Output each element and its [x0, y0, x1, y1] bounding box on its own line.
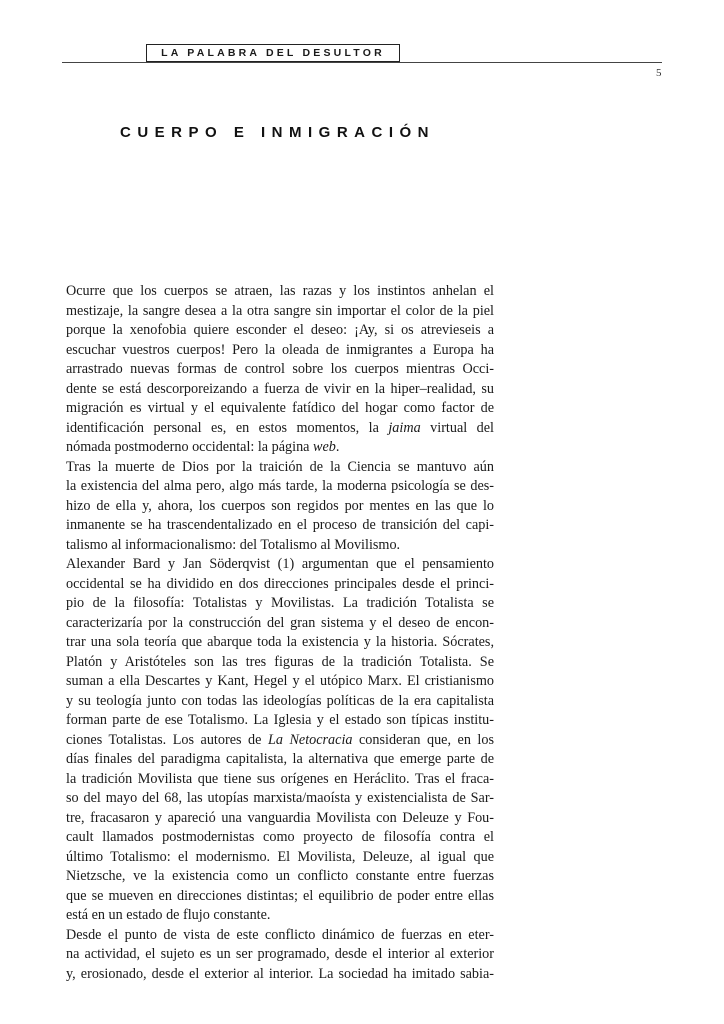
- text-line: migración es virtual y el equivalente fatídico del hogar como factor de: [66, 400, 494, 416]
- text-line: la tradición Movilista que tiene sus orígenes en Heráclito. Tras el fraca-: [66, 770, 494, 787]
- text-line: arrastrado nuevas formas de control sobre los cuerpos mientras Occi-: [66, 361, 494, 377]
- text-line: días finales del paradigma capitalista, la alternativa que emerge parte de: [66, 751, 494, 767]
- text-line: y su teología junto con todas las ideologías políticas de la era capitalista: [66, 692, 494, 709]
- header-rule: [62, 62, 662, 63]
- text-line: talismo al informacionalismo: del Totalismo al Movilismo.: [66, 536, 401, 553]
- text-line: Nietzsche, ve la existencia como un conflicto constante entre fuerzas: [66, 868, 494, 884]
- page-number: 5: [656, 67, 662, 79]
- body-text: [66, 282, 494, 984]
- text-line: y, erosionado, desde el exterior al interior. La sociedad ha imitado sabia-: [66, 965, 494, 982]
- text-line: inmanente se ha trascendentalizado en el proceso de transición del capi-: [66, 517, 494, 533]
- running-title: LA PALABRA DEL DESULTOR: [161, 47, 385, 59]
- text-line: último Totalismo: el modernismo. El Movilista, Deleuze, al igual que: [66, 848, 494, 865]
- paragraph: [66, 555, 494, 926]
- text-line: forman parte de ese Totalismo. La Iglesia y el estado son típicas institu-: [66, 712, 494, 728]
- text-line: que se mueven en direcciones distintas; el equilibrio de poder entre ellas: [66, 887, 494, 904]
- text-line: escuchar vuestros cuerpos! Pero la oleada de inmigrantes a Europa ha: [66, 341, 494, 358]
- text-line: mestizaje, la sangre desea a la otra sangre sin importar el color de la piel: [66, 302, 494, 319]
- text-line: hizo de ella y, ahora, los cuerpos son regidos por mentes en las que lo: [66, 497, 494, 514]
- text-line: cault llamados postmodernistas como proyecto de filosofía contra el: [66, 829, 494, 845]
- paragraph: [66, 926, 494, 985]
- text-line: tre, fracasaron y apareció una vanguardia Movilista con Deleuze y Fou-: [66, 809, 494, 826]
- text-line: so del mayo del 68, las utopías marxista/maoísta y existencialista de Sar-: [66, 790, 494, 806]
- text-line: ciones Totalistas. Los autores de La Netocracia consideran que, en los: [66, 731, 494, 748]
- text-line: Ocurre que los cuerpos se atraen, las razas y los instintos anhelan el: [66, 283, 494, 299]
- text-line: identificación personal es, en estos momentos, la jaima virtual del: [66, 419, 494, 436]
- text-line: nómada postmoderno occidental: la página web.: [66, 439, 340, 455]
- text-line: porque la xenofobia quiere esconder el deseo: ¡Ay, si os atrevieseis a: [66, 322, 494, 338]
- chapter-title: CUERPO E INMIGRACIÓN: [120, 124, 436, 141]
- text-line: pio de la filosofía: Totalistas y Movilistas. La tradición Totalista se: [66, 595, 494, 611]
- text-line: la existencia del alma pero, algo más tarde, la moderna psicología se des-: [66, 478, 494, 494]
- text-line: Alexander Bard y Jan Söderqvist (1) argumentan que el pensamiento: [66, 556, 494, 572]
- running-header: [146, 44, 400, 62]
- text-line: Platón y Aristóteles son las tres figuras de la tradición Totalista. Se: [66, 653, 494, 670]
- text-line: trar una sola teoría que abarque toda la existencia y la historia. Sócrates,: [66, 634, 494, 650]
- text-line: suman a ella Descartes y Kant, Hegel y el utópico Marx. El cristianismo: [66, 673, 494, 689]
- text-line: Tras la muerte de Dios por la traición de la Ciencia se mantuvo aún: [66, 458, 494, 475]
- text-line: dente se está descorporeizando a fuerza de vivir en la hiper–realidad, su: [66, 380, 494, 397]
- text-line: na actividad, el sujeto es un ser programado, desde el interior al exterior: [66, 946, 494, 962]
- paragraph: [66, 282, 494, 458]
- paragraph: [66, 458, 494, 556]
- text-line: Desde el punto de vista de este conflicto dinámico de fuerzas en eter-: [66, 926, 494, 943]
- text-line: occidental se ha dividido en dos direcciones principales desde el princi-: [66, 575, 494, 592]
- text-line: caracterizaría por la construcción del gran sistema y el deseo de encon-: [66, 614, 494, 631]
- text-line: está en un estado de flujo constante.: [66, 907, 271, 923]
